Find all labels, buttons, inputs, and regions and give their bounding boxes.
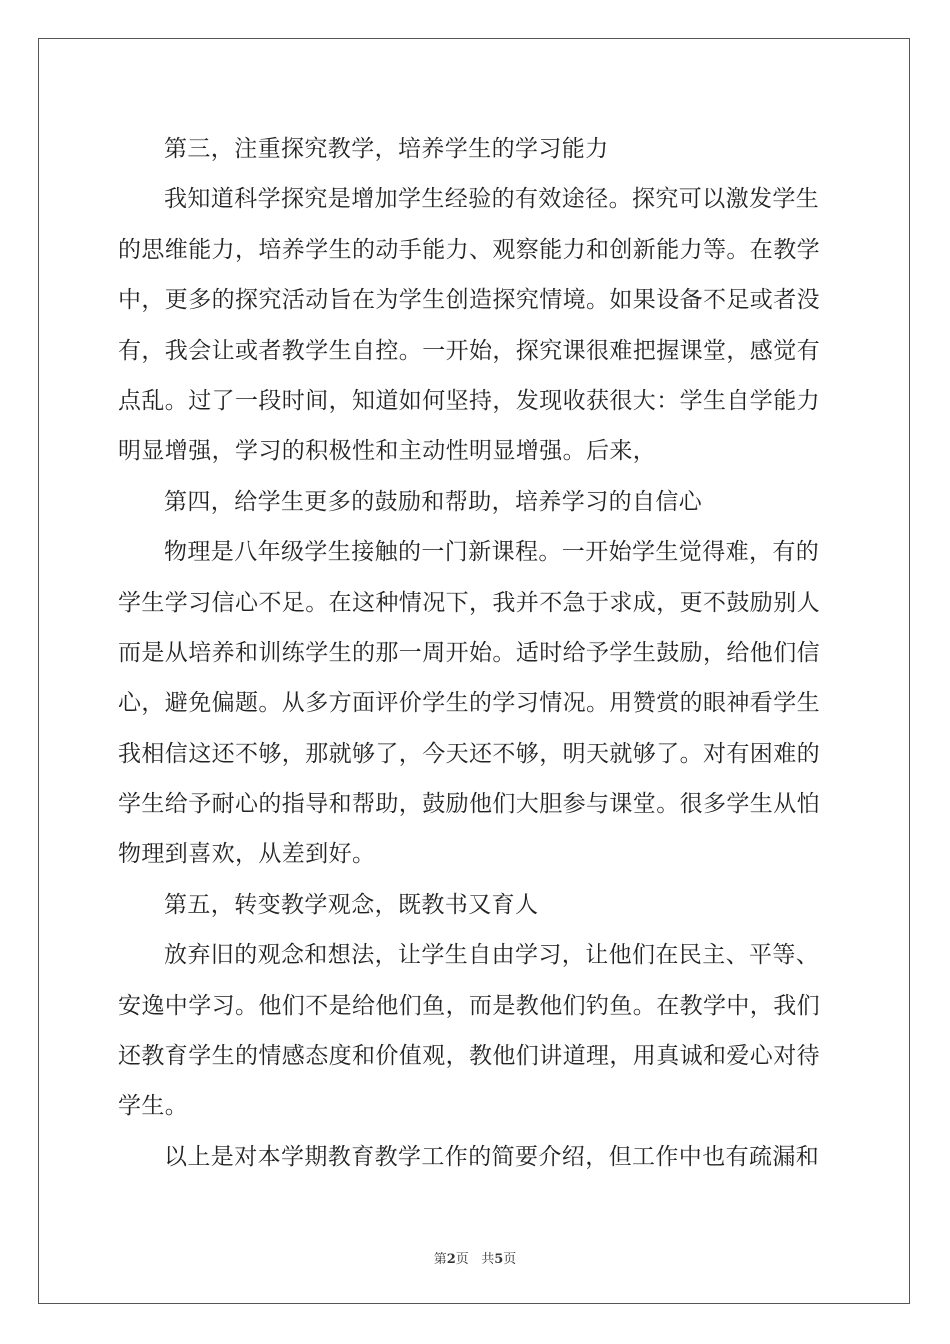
paragraph-line: 还教育学生的情感态度和价值观，教他们讲道理，用真诚和爱心对待 (118, 1043, 820, 1070)
paragraph-line: 而是从培养和训练学生的那一周开始。适时给予学生鼓励，给他们信 (118, 639, 820, 666)
paragraph-line: 中，更多的探究活动旨在为学生创造探究情境。如果设备不足或者没 (118, 287, 820, 314)
paragraph-line: 学生。 (118, 1093, 189, 1120)
paragraph-line: 以上是对本学期教育教学工作的简要介绍，但工作中也有疏漏和 (164, 1143, 820, 1170)
page-current: 2 (446, 1252, 456, 1267)
page-total-prefix: 共 (481, 1252, 495, 1267)
heading-3: 第三，注重探究教学，培养学生的学习能力 (164, 136, 609, 162)
paragraph-line: 的思维能力，培养学生的动手能力、观察能力和创新能力等。在教学 (118, 236, 820, 263)
page-footer (0, 1248, 950, 1267)
paragraph-line: 学生给予耐心的指导和帮助，鼓励他们大胆参与课堂。很多学生从怕 (118, 791, 820, 818)
page-total: 5 (494, 1252, 504, 1267)
paragraph-line: 安逸中学习。他们不是给他们鱼，而是教他们钓鱼。在教学中，我们 (118, 992, 820, 1019)
heading-4: 第四，给学生更多的鼓励和帮助，培养学习的自信心 (164, 488, 703, 515)
paragraph-line: 放弃旧的观念和想法，让学生自由学习，让他们在民主、平等、 (164, 942, 820, 969)
paragraph-line: 物理到喜欢，从差到好。 (118, 841, 376, 868)
document-body (118, 124, 832, 1182)
page-total-suffix: 页 (503, 1252, 517, 1267)
paragraph-line: 物理是八年级学生接触的一门新课程。一开始学生觉得难，有的 (164, 539, 820, 566)
page-number-suffix: 页 (455, 1252, 469, 1267)
paragraph-line: 我知道科学探究是增加学生经验的有效途径。探究可以激发学生 (164, 186, 820, 213)
heading-5: 第五，转变教学观念，既教书又育人 (164, 891, 539, 918)
paragraph-line: 明显增强，学习的积极性和主动性明显增强。后来， (118, 438, 657, 465)
paragraph-line: 点乱。过了一段时间，知道如何坚持，发现收获很大：学生自学能力 (118, 387, 820, 414)
paragraph-line: 心，避免偏题。从多方面评价学生的学习情况。用赞赏的眼神看学生 (118, 690, 820, 717)
paragraph-line: 我相信这还不够，那就够了，今天还不够，明天就够了。对有困难的 (118, 740, 820, 767)
page-number-prefix: 第 (433, 1252, 447, 1267)
paragraph-line: 学生学习信心不足。在这种情况下，我并不急于求成，更不鼓励别人 (118, 589, 820, 616)
paragraph-line: 有，我会让或者教学生自控。一开始，探究课很难把握课堂，感觉有 (118, 337, 820, 364)
